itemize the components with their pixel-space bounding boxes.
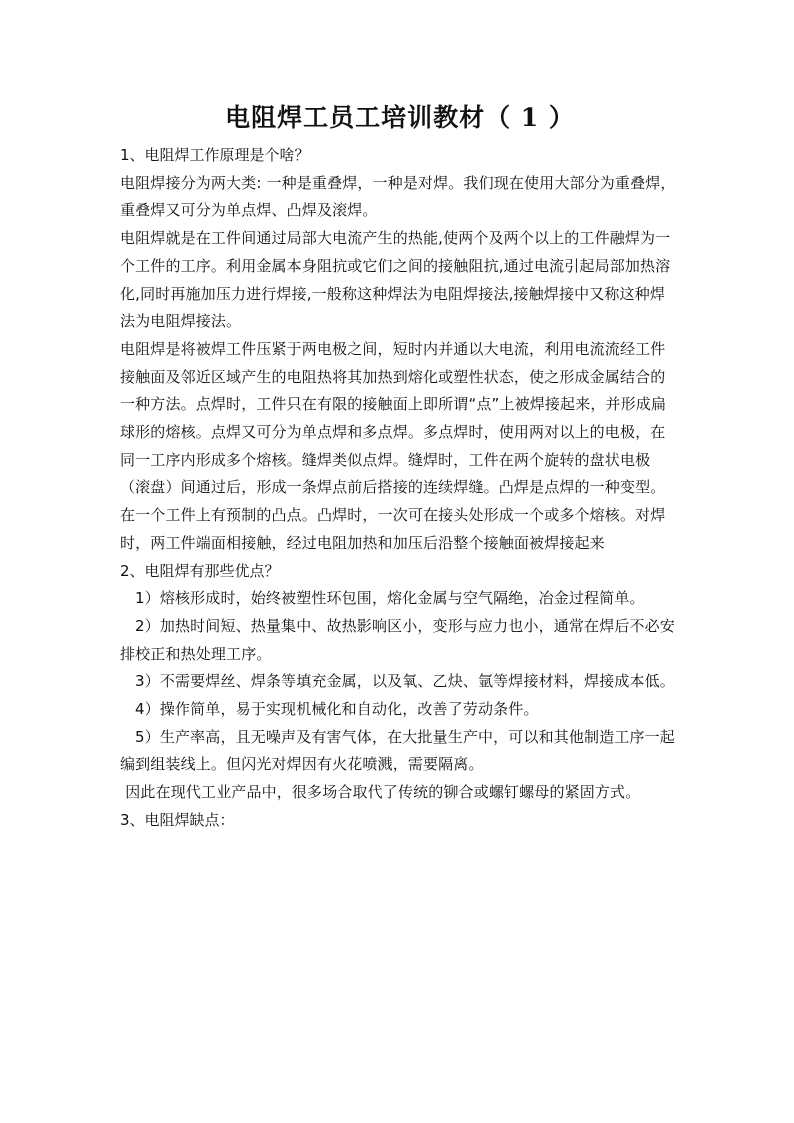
advantage-item: 5）生产率高，且无噪声及有害气体，在大批量生产中，可以和其他制造工序一起编到组装线上。但闪光对焊因有火花喷溅，需要隔离。: [120, 727, 675, 774]
advantage-item: 1）熔核形成时，始终被塑性环包围，熔化金属与空气隔绝，冶金过程简单。: [135, 589, 645, 608]
advantages-conclusion: 因此在现代工业产品中，很多场合取代了传统的铆合或螺钉螺母的紧固方式。: [125, 783, 641, 802]
advantage-item: 2）加热时间短、热量集中、故热影响区小，变形与应力也小，通常在焊后不必安排校正和热处理工序。: [120, 616, 675, 663]
paragraph-process: 电阻焊是将被焊工件压紧于两电极之间，短时内并通以大电流，利用电流流经工件接触面及邻近区域产生的电阻热将其加热到熔化或塑性状态，使之形成金属结合的一种方法。点焊时，工件只在有限的接触面上即所谓“点”上被焊接起来，并形成扁球形的熔核。点焊又可分为单点焊和多点焊。多点焊时，使用两对以上的电极，在同一工序内形成多个熔核。缝焊类似点焊。缝焊时，工件在两个旋转的盘状电极（滚盘）间通过后，形成一条焊点前后搭接的连续焊缝。凸焊是点焊的一种变型。在一个工件上有预制的凸点。凸焊时，一次可在接头处形成一个或多个熔核。对焊时，两工件端面相接触，经过电阻加热和加压后沿整个接触面被焊接起来: [120, 339, 667, 552]
section-heading-advantages: 2、电阻焊有那些优点？: [120, 561, 280, 580]
document-title: 电阻焊工员工培训教材（ 1 ）: [225, 103, 575, 132]
advantage-item: 3）不需要焊丝、焊条等填充金属，以及氧、乙炔、氩等焊接材料，焊接成本低。: [135, 672, 675, 691]
paragraph-definition: 电阻焊就是在工件间通过局部大电流产生的热能,使两个及两个以上的工件融焊为一个工件的工序。利用金属本身阻抗或它们之间的接触阻抗,通过电流引起局部加热溶化,同时再施加压力进行焊接,一般称这种焊法为电阻焊接法,接触焊接中又称这种焊法为电阻焊接法。: [120, 229, 671, 331]
section-heading-disadvantages: 3、电阻焊缺点：: [120, 810, 235, 829]
paragraph-types: 电阻焊接分为两大类: 一种是重叠焊，一种是对焊。我们现在使用大部分为重叠焊，重叠焊又可分为单点焊、凸焊及滚焊。: [120, 173, 676, 220]
section-heading-principle: 1、电阻焊工作原理是个啥？: [120, 146, 310, 164]
advantage-item: 4）操作简单，易于实现机械化和自动化，改善了劳动条件。: [135, 700, 539, 719]
document-body: [120, 98, 680, 835]
